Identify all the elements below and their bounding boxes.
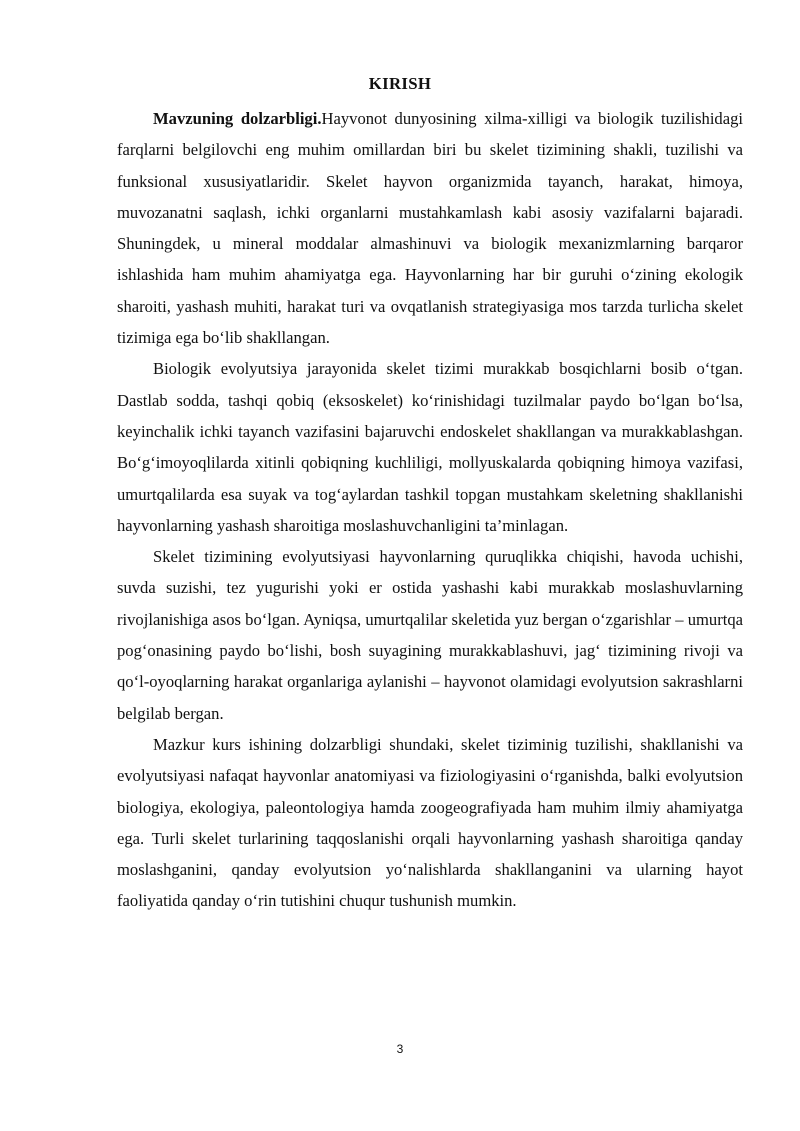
section-title: KIRISH — [368, 74, 432, 93]
page-number: 3 — [396, 1042, 404, 1056]
paragraph-relevance — [117, 103, 743, 353]
paragraph-text: Hayvonot dunyosining xilma-xilligi va biologik tuzilishidagi farqlarni belgilovchi eng muhim omillardan biri bu skelet tizimining shakli, tuzilishi va funksional xususiyatlaridir. Skelet hayvon organizmida tayanch, harakat, himoya, muvozanatni saqlash, ichki organlarni mustahkamlash kabi asosiy vazifalarni bajaradi. Shuningdek, u mineral moddalar almashinuvi va biologik mexanizmlarning barqaror ishlashida ham muhim ahamiyatga ega. Hayvonlarning har bir guruhi o‘zining ekologik sharoiti, yashash muhiti, harakat turi va ovqatlanish strategiyasiga mos tarzda turlicha skelet tizimiga ega bo‘lib shakllangan. — [117, 109, 744, 348]
paragraph-lead: Mavzuning dolzarbligi. — [153, 109, 322, 128]
paragraph-course-relevance: Mazkur kurs ishining dolzarbligi shundaki, skelet tiziminig tuzilishi, shakllanishi va evolyutsiyasi nafaqat hayvonlar anatomiyasi va fiziologiyasini o‘rganishda, balki evolyutsion biologiya, ekologiya, paleontologiya hamda zoogeografiyada ham muhim ilmiy ahamiyatga ega. Turli skelet turlarining taqqoslanishi orqali hayvonlarning yashash sharoitiga qanday moslashganini, qanday evolyutsion yo‘nalishlarda shakllanganini va ularning hayot faoliyatida qanday o‘rin tutishini chuqur tushunish mumkin. — [117, 734, 743, 911]
body-text — [117, 103, 743, 917]
paragraph-evolution: Biologik evolyutsiya jarayonida skelet tizimi murakkab bosqichlarni bosib o‘tgan. Dastlab sodda, tashqi qobiq (eksoskelet) ko‘rinishidagi tuzilmalar paydo bo‘lgan bo‘lsa, keyinchalik ichki tayanch vazifasini bajaruvchi endoskelet shakllangan va murakkablashgan. Bo‘g‘imoyoqlilarda xitinli qobiqning kuchliligi, mollyuskalarda qobiqning himoya vazifasi, umurtqalilarda esa suyak va tog‘aylardan tashkil topgan mustahkam skeletning shakllanishi hayvonlarning yashash sharoitiga moslashuvchanligini ta’minlagan. — [117, 359, 743, 535]
paragraph-skeleton-evolution: Skelet tizimining evolyutsiyasi hayvonlarning quruqlikka chiqishi, havoda uchishi, suvda suzishi, tez yugurishi yoki er ostida yashashi kabi murakkab moslashuvlarning rivojlanishiga asos bo‘lgan. Ayniqsa, umurtqalilar skeletida yuz bergan o‘zgarishlar – umurtqa pog‘onasining paydo bo‘lishi, bosh suyagining murakkablashuvi, jag‘ tizimining rivoji va qo‘l-oyoqlarning harakat organlariga aylanishi – hayvonot olamidagi evolyutsion sakrashlarni belgilab bergan. — [117, 547, 743, 723]
